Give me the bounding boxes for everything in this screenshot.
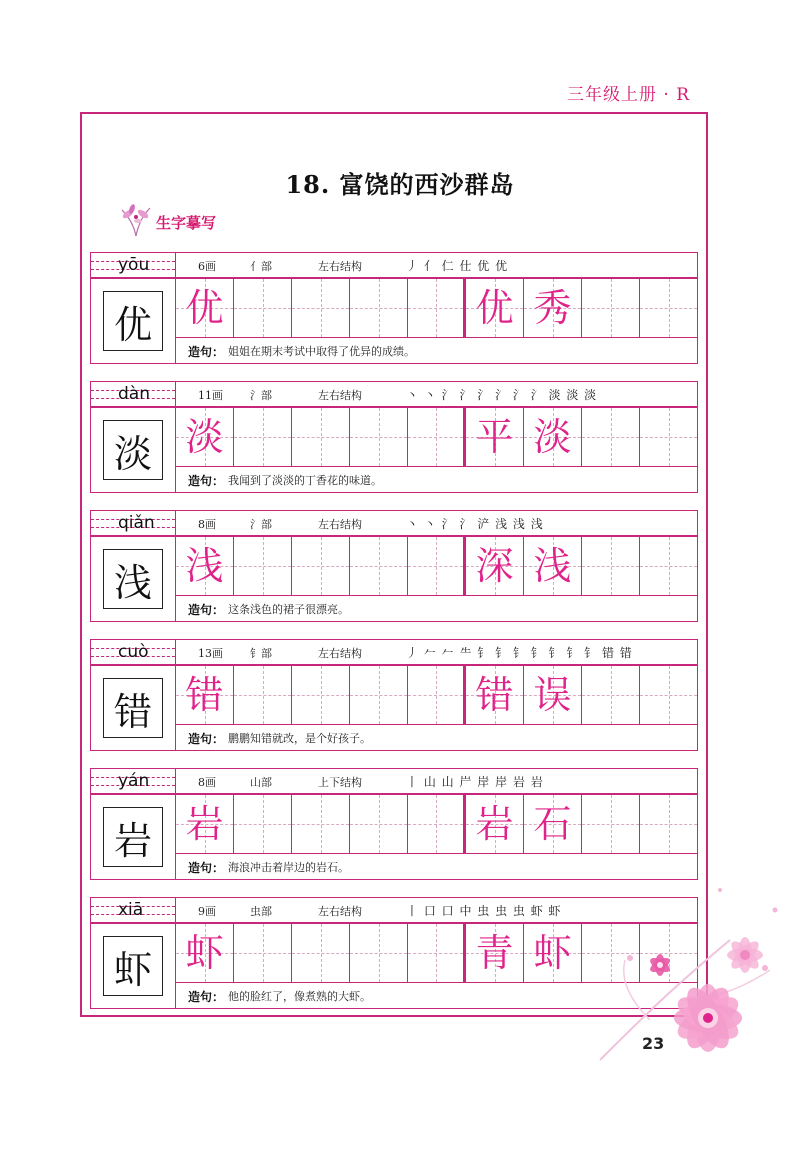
writing-cell[interactable] xyxy=(466,795,524,853)
writing-cell[interactable] xyxy=(466,279,524,337)
example-sentence: 鹏鹏知错就改，是个好孩子。 xyxy=(228,732,371,745)
model-character-box xyxy=(90,923,176,1009)
stroke-order: 丶 丶 氵 氵 浐 浅 浅 浅 xyxy=(406,517,544,531)
stroke-count: 8画 xyxy=(198,776,216,789)
writing-cell[interactable] xyxy=(640,795,698,853)
writing-cell[interactable] xyxy=(640,279,698,337)
sentence-label: 造句： xyxy=(188,861,225,875)
writing-cell[interactable] xyxy=(176,279,234,337)
practice-character: 淡 xyxy=(185,415,224,459)
writing-cell[interactable] xyxy=(524,279,582,337)
radical: 虫部 xyxy=(250,905,272,918)
character-info-row xyxy=(90,768,698,794)
model-character-box xyxy=(90,407,176,493)
writing-cell[interactable] xyxy=(350,408,408,466)
writing-cell[interactable] xyxy=(524,408,582,466)
pinyin: dàn xyxy=(118,384,150,404)
writing-cell[interactable] xyxy=(234,537,292,595)
word-character: 岩 xyxy=(475,802,514,846)
word-character: 误 xyxy=(533,673,572,717)
structure: 左右结构 xyxy=(318,260,362,273)
character-block xyxy=(90,510,698,622)
example-sentence: 他的脸红了，像煮熟的大虾。 xyxy=(228,990,371,1003)
section-label: 生字摹写 xyxy=(156,214,217,232)
model-character-box xyxy=(90,665,176,751)
writing-cell[interactable] xyxy=(582,666,640,724)
stroke-order: 丨 口 口 中 虫 虫 虫 虾 虾 xyxy=(406,904,562,918)
example-sentence-row xyxy=(176,338,698,364)
lesson-title: 18. 富饶的西沙群岛 xyxy=(285,170,515,199)
character-info-row xyxy=(90,381,698,407)
structure: 左右结构 xyxy=(318,647,362,660)
word-character: 石 xyxy=(533,802,572,846)
stroke-count: 6画 xyxy=(198,260,216,273)
writing-cell[interactable] xyxy=(582,279,640,337)
stroke-count: 11画 xyxy=(198,389,223,402)
model-character-box xyxy=(90,794,176,880)
word-character: 深 xyxy=(475,544,514,588)
writing-cell[interactable] xyxy=(350,279,408,337)
writing-cell[interactable] xyxy=(234,795,292,853)
writing-cell[interactable] xyxy=(408,408,466,466)
pinyin: yōu xyxy=(118,255,150,275)
model-character-box xyxy=(90,278,176,364)
writing-cell[interactable] xyxy=(350,537,408,595)
grade-label: 三年级上册 · R xyxy=(566,85,690,105)
writing-cell[interactable] xyxy=(176,666,234,724)
pinyin: xiā xyxy=(118,900,144,920)
word-character: 青 xyxy=(475,931,514,975)
radical: 山部 xyxy=(250,776,272,789)
writing-cell[interactable] xyxy=(350,795,408,853)
pinyin: yán xyxy=(118,771,150,791)
character-info-row xyxy=(90,510,698,536)
sentence-label: 造句： xyxy=(188,603,225,617)
word-character: 虾 xyxy=(533,931,572,975)
sentence-label: 造句： xyxy=(188,474,225,488)
writing-cell[interactable] xyxy=(466,408,524,466)
model-character: 错 xyxy=(103,678,163,738)
stroke-count: 8画 xyxy=(198,518,216,531)
writing-cell[interactable] xyxy=(292,279,350,337)
writing-cell[interactable] xyxy=(408,279,466,337)
practice-character: 岩 xyxy=(185,802,224,846)
writing-grid xyxy=(176,407,698,467)
stroke-count: 13画 xyxy=(198,647,223,660)
writing-cell[interactable] xyxy=(234,666,292,724)
model-character: 岩 xyxy=(103,807,163,867)
writing-cell[interactable] xyxy=(350,924,408,982)
writing-cell[interactable] xyxy=(524,666,582,724)
word-character: 秀 xyxy=(533,286,572,330)
character-block xyxy=(90,639,698,751)
structure: 左右结构 xyxy=(318,905,362,918)
example-sentence-row xyxy=(176,596,698,622)
writing-cell[interactable] xyxy=(176,408,234,466)
writing-cell[interactable] xyxy=(640,666,698,724)
writing-cell[interactable] xyxy=(582,537,640,595)
word-character: 淡 xyxy=(533,415,572,459)
writing-cell[interactable] xyxy=(524,795,582,853)
writing-cell[interactable] xyxy=(466,666,524,724)
writing-cell[interactable] xyxy=(292,795,350,853)
radical: 钅部 xyxy=(250,647,272,660)
writing-cell[interactable] xyxy=(176,924,234,982)
writing-cell[interactable] xyxy=(408,537,466,595)
word-character: 优 xyxy=(475,286,514,330)
writing-cell[interactable] xyxy=(408,924,466,982)
writing-cell[interactable] xyxy=(234,924,292,982)
example-sentence: 姐姐在期末考试中取得了优异的成绩。 xyxy=(228,345,415,358)
example-sentence: 海浪冲击着岸边的岩石。 xyxy=(228,861,349,874)
character-block xyxy=(90,252,698,364)
structure: 上下结构 xyxy=(318,776,362,789)
structure: 左右结构 xyxy=(318,389,362,402)
stroke-order: 丿 𠂉 𠂉 ⺧ 钅 钅 钅 钅 钅 钅 钅 错 错 xyxy=(406,646,633,660)
writing-cell[interactable] xyxy=(292,924,350,982)
writing-cell[interactable] xyxy=(640,408,698,466)
writing-cell[interactable] xyxy=(408,795,466,853)
model-character: 浅 xyxy=(103,549,163,609)
model-character: 优 xyxy=(103,291,163,351)
writing-grid xyxy=(176,665,698,725)
writing-cell[interactable] xyxy=(466,537,524,595)
pinyin: qiǎn xyxy=(118,513,155,533)
radical: 氵部 xyxy=(250,389,272,402)
word-character: 平 xyxy=(475,415,514,459)
writing-cell[interactable] xyxy=(292,537,350,595)
example-sentence: 我闻到了淡淡的丁香花的味道。 xyxy=(228,474,382,487)
character-info-row xyxy=(90,639,698,665)
model-character: 虾 xyxy=(103,936,163,996)
word-character: 错 xyxy=(475,673,514,717)
example-sentence: 这条浅色的裙子很漂亮。 xyxy=(228,603,349,616)
pink-flower-decoration xyxy=(560,850,800,1070)
writing-cell[interactable] xyxy=(524,924,582,982)
page-number: 23 xyxy=(642,1034,665,1053)
writing-grid xyxy=(176,794,698,854)
writing-cell[interactable] xyxy=(234,408,292,466)
writing-grid xyxy=(176,536,698,596)
practice-character: 虾 xyxy=(185,931,224,975)
writing-grid xyxy=(176,278,698,338)
practice-character: 错 xyxy=(185,673,224,717)
stroke-count: 9画 xyxy=(198,905,216,918)
writing-cell[interactable] xyxy=(582,795,640,853)
writing-cell[interactable] xyxy=(350,666,408,724)
writing-cell[interactable] xyxy=(292,666,350,724)
writing-cell[interactable] xyxy=(466,924,524,982)
stroke-order: 丨 山 山 屵 岸 岸 岩 岩 xyxy=(406,775,544,789)
writing-cell[interactable] xyxy=(582,408,640,466)
writing-cell[interactable] xyxy=(524,537,582,595)
radical: 氵部 xyxy=(250,518,272,531)
structure: 左右结构 xyxy=(318,518,362,531)
sentence-label: 造句： xyxy=(188,345,225,359)
practice-character: 优 xyxy=(185,286,224,330)
practice-character: 浅 xyxy=(185,544,224,588)
writing-cell[interactable] xyxy=(176,795,234,853)
sentence-label: 造句： xyxy=(188,732,225,746)
character-block xyxy=(90,381,698,493)
word-character: 浅 xyxy=(533,544,572,588)
example-sentence-row xyxy=(176,467,698,493)
writing-cell[interactable] xyxy=(234,279,292,337)
stroke-order: 丿 亻 仁 仕 优 优 xyxy=(406,259,509,273)
stroke-order: 丶 丶 氵 氵 氵 氵 氵 氵 淡 淡 淡 xyxy=(406,388,598,402)
writing-cell[interactable] xyxy=(292,408,350,466)
writing-cell[interactable] xyxy=(408,666,466,724)
writing-cell[interactable] xyxy=(176,537,234,595)
pinyin: cuò xyxy=(118,642,149,662)
example-sentence-row xyxy=(176,725,698,751)
model-character: 淡 xyxy=(103,420,163,480)
sentence-label: 造句： xyxy=(188,990,225,1004)
radical: 亻部 xyxy=(250,260,272,273)
model-character-box xyxy=(90,536,176,622)
character-info-row xyxy=(90,252,698,278)
orchid-flower-icon xyxy=(116,200,158,240)
writing-cell[interactable] xyxy=(640,537,698,595)
